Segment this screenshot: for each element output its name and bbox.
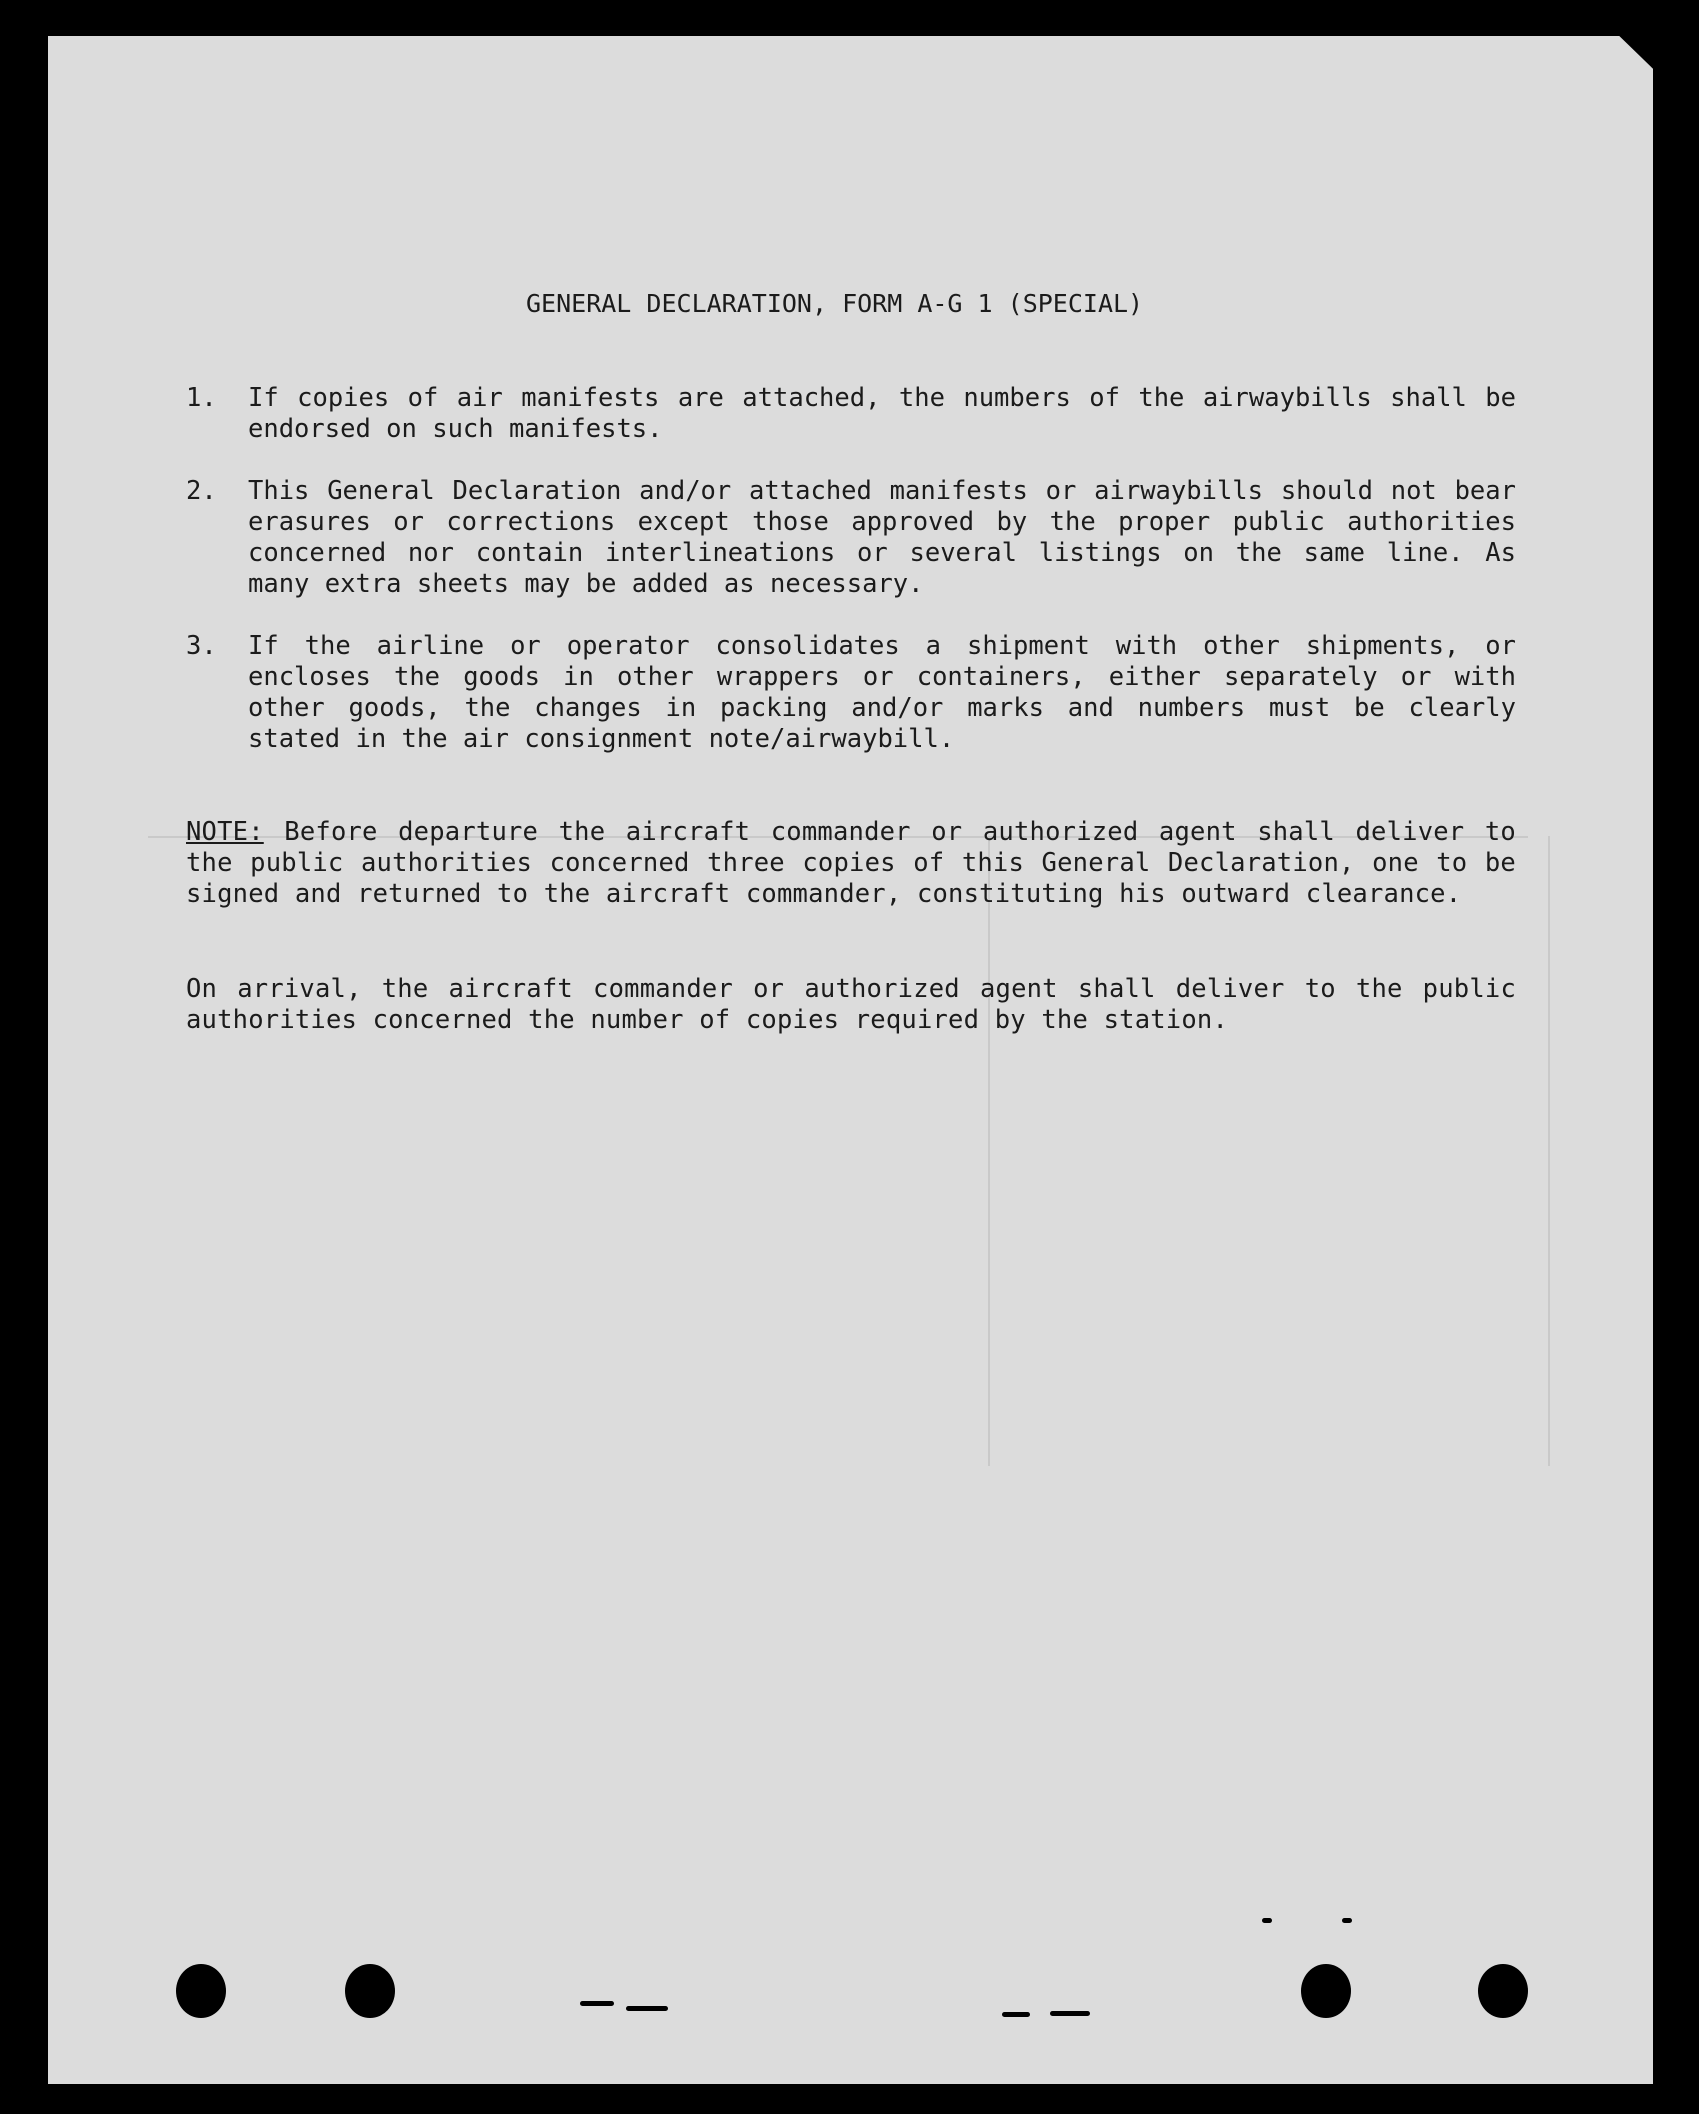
- bleed-through-line: [1548, 836, 1550, 1466]
- punch-hole: [1301, 1964, 1351, 2018]
- document-page: [48, 36, 1653, 2084]
- ink-mark: [1050, 2011, 1090, 2016]
- arrival-paragraph: On arrival, the aircraft commander or authorized agent shall deliver to the public authorities concerned the number of copies required by the station.: [186, 974, 1516, 1035]
- list-item-number: 3.: [186, 631, 217, 661]
- list-item: [186, 631, 1516, 757]
- note-label: NOTE:: [186, 817, 264, 847]
- bleed-through-line: [988, 836, 990, 1466]
- ink-mark: [1002, 2012, 1030, 2017]
- note-text: Before departure the aircraft commander or authorized agent shall deliver to the public authorities concerned three copies of this General Declaration, one to be signed and returned to the aircraft commander, constituting his outward clearance.: [186, 817, 1516, 909]
- punch-hole: [1478, 1964, 1528, 2018]
- note-paragraph: [186, 817, 1516, 910]
- list-item-text: If copies of air manifests are attached, the numbers of the airwaybills shall be endorsed on such manifests.: [248, 383, 1516, 444]
- list-item: [186, 476, 1516, 602]
- ink-mark: [1342, 1918, 1352, 1923]
- list-item-text: If the airline or operator consolidates a shipment with other shipments, or encloses the goods in other wrappers or containers, either separately or with other goods, the changes in packing and/or marks and numbers must be clearly stated in the air consignment note/airwaybill.: [248, 631, 1516, 754]
- list-item-number: 1.: [186, 383, 217, 413]
- ink-mark: [580, 2001, 614, 2006]
- ink-mark: [626, 2006, 668, 2011]
- ink-mark: [1262, 1918, 1272, 1923]
- punch-hole: [345, 1964, 395, 2018]
- list-item-text: This General Declaration and/or attached manifests or airwaybills should not bear erasures or corrections except those approved by the proper public authorities concerned nor contain interlineations or several listings on the same line. As many extra sheets may be added as necessary.: [248, 476, 1516, 599]
- punch-hole: [176, 1964, 226, 2018]
- list-item: [186, 383, 1516, 447]
- list-item-number: 2.: [186, 476, 217, 506]
- page-title: GENERAL DECLARATION, FORM A-G 1 (SPECIAL): [526, 289, 1144, 318]
